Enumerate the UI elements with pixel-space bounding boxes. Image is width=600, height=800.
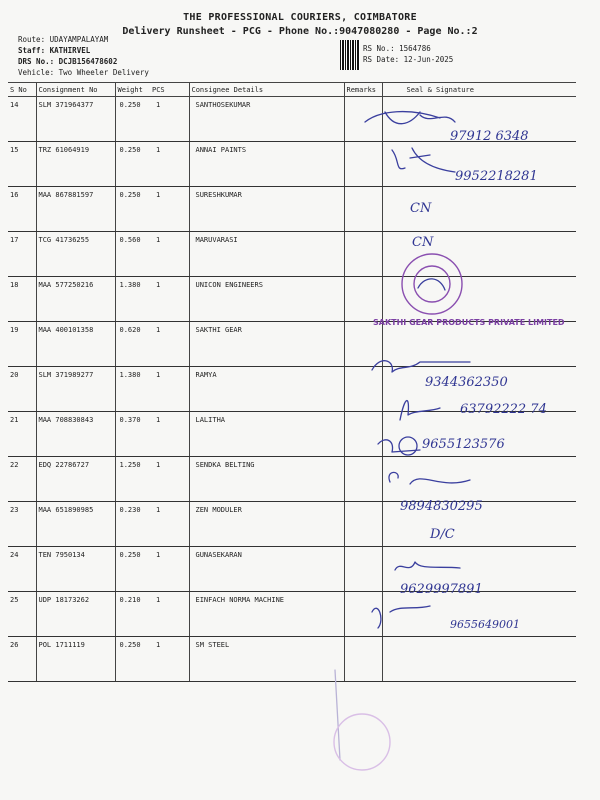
row-pcs: 1: [150, 322, 189, 367]
table-row: [8, 232, 576, 277]
row-consignee-name: GUNASEKARAN: [189, 547, 344, 592]
row-sno: 16: [8, 187, 36, 232]
row-remarks: [344, 277, 382, 322]
row-remarks: [344, 97, 382, 142]
row-consignee-name: EINFACH NORMA MACHINE: [189, 592, 344, 637]
row-remarks: [344, 232, 382, 277]
row-weight: 0.250: [115, 547, 150, 592]
row-pcs: 1: [150, 547, 189, 592]
row-consignment-no: UDP 18173262: [36, 592, 115, 637]
col-sno-header: S No: [8, 83, 36, 97]
row-sno: 14: [8, 97, 36, 142]
seal-19-text: SAKTHI GEAR PRODUCTS PRIVATE LIMITED: [373, 318, 565, 327]
runsheet-table: [8, 82, 576, 682]
row-consignee-name: LALITHA: [189, 412, 344, 457]
row-signature: [382, 322, 576, 367]
row-sno: 20: [8, 367, 36, 412]
col-consignment-header: Consignment No: [36, 83, 115, 97]
phone-23: 9894830295: [400, 499, 483, 514]
row-weight: 1.380: [115, 277, 150, 322]
row-sno: 25: [8, 592, 36, 637]
row-consignee-name: UNICON ENGINEERS: [189, 277, 344, 322]
row-signature: [382, 97, 576, 142]
row-pcs: 1: [150, 592, 189, 637]
row-consignment-no: MAA 708830843: [36, 412, 115, 457]
col-pcs-header: PCS: [150, 83, 189, 97]
rs-no-text: RS No.: 1564786: [363, 44, 431, 53]
table-row: [8, 277, 576, 322]
row-signature: [382, 367, 576, 412]
row-weight: 1.250: [115, 457, 150, 502]
row-pcs: 1: [150, 412, 189, 457]
staff-text: Staff: KATHIRVEL: [18, 46, 91, 55]
phone-25: 9629997891: [400, 582, 483, 597]
table-row: [8, 502, 576, 547]
row-consignment-no: TEN 7950134: [36, 547, 115, 592]
row-signature: [382, 592, 576, 637]
row-remarks: [344, 142, 382, 187]
row-consignee-name: SANTHOSEKUMAR: [189, 97, 344, 142]
row-pcs: 1: [150, 502, 189, 547]
row-consignee-name: SENDKA BELTING: [189, 457, 344, 502]
row-remarks: [344, 412, 382, 457]
vehicle-text: Vehicle: Two Wheeler Delivery: [18, 68, 149, 77]
table-row: [8, 97, 576, 142]
col-weight-header: Weight: [115, 83, 150, 97]
row-signature: [382, 412, 576, 457]
drs-text: DRS No.: DCJB156478602: [18, 57, 118, 66]
table-row: [8, 367, 576, 412]
row-consignment-no: MAA 651890985: [36, 502, 115, 547]
row-sno: 15: [8, 142, 36, 187]
row-remarks: [344, 367, 382, 412]
table-row: [8, 142, 576, 187]
row-remarks: [344, 187, 382, 232]
row-sno: 23: [8, 502, 36, 547]
runsheet-meta-right: [363, 43, 453, 65]
row-sno: 26: [8, 637, 36, 682]
row-consignment-no: TRZ 61064919: [36, 142, 115, 187]
row-remarks: [344, 547, 382, 592]
row-sno: 19: [8, 322, 36, 367]
runsheet-meta-left: [18, 34, 149, 78]
row-consignment-no: SLM 371964377: [36, 97, 115, 142]
col-remarks-header: Remarks: [344, 83, 382, 97]
runsheet-subtitle: Delivery Runsheet - PCG - Phone No.:9047080280 - Page No.:2: [122, 26, 478, 37]
row-weight: 1.380: [115, 367, 150, 412]
row-consignment-no: MAA 400101358: [36, 322, 115, 367]
row-remarks: [344, 457, 382, 502]
row-sno: 22: [8, 457, 36, 502]
row-signature: [382, 142, 576, 187]
row-pcs: 1: [150, 277, 189, 322]
row-consignment-no: EDQ 22786727: [36, 457, 115, 502]
phone-22: 9655123576: [422, 437, 505, 452]
phone-26: 9655649001: [450, 618, 520, 631]
row-pcs: 1: [150, 367, 189, 412]
stray-line: [335, 670, 340, 760]
row-consignee-name: MARUVARASI: [189, 232, 344, 277]
row-pcs: 1: [150, 187, 189, 232]
table-row: [8, 637, 576, 682]
col-signature-header: Seal & Signature: [382, 83, 576, 97]
row-weight: 0.250: [115, 97, 150, 142]
table-row: [8, 547, 576, 592]
row-sno: 21: [8, 412, 36, 457]
row-signature: [382, 547, 576, 592]
row-signature: [382, 187, 576, 232]
table-header-row: [8, 83, 576, 97]
table-row: [8, 592, 576, 637]
row-signature: [382, 637, 576, 682]
row-sno: 18: [8, 277, 36, 322]
row-pcs: 1: [150, 97, 189, 142]
row-consignment-no: TCG 41736255: [36, 232, 115, 277]
row-consignee-name: SURESHKUMAR: [189, 187, 344, 232]
faint-seal-bottom: [334, 714, 390, 770]
row-remarks: [344, 322, 382, 367]
row-consignment-no: MAA 867881597: [36, 187, 115, 232]
table-row: [8, 322, 576, 367]
row-remarks: [344, 637, 382, 682]
row-weight: 0.250: [115, 142, 150, 187]
row-weight: 0.560: [115, 232, 150, 277]
table-row: [8, 187, 576, 232]
row-weight: 0.250: [115, 637, 150, 682]
row-consignee-name: SAKTHI GEAR: [189, 322, 344, 367]
row-pcs: 1: [150, 637, 189, 682]
row-consignee-name: SM STEEL: [189, 637, 344, 682]
table-row: [8, 412, 576, 457]
row-pcs: 1: [150, 142, 189, 187]
barcode-image: [340, 40, 360, 70]
row-remarks: [344, 592, 382, 637]
row-consignment-no: MAA 577250216: [36, 277, 115, 322]
col-consignee-header: Consignee Details: [189, 83, 344, 97]
rs-date-text: RS Date: 12-Jun-2025: [363, 55, 454, 64]
row-consignment-no: POL 1711119: [36, 637, 115, 682]
phone-15: 9952218281: [455, 169, 538, 184]
row-consignee-name: ZEN MODULER: [189, 502, 344, 547]
company-title: THE PROFESSIONAL COURIERS, COIMBATORE: [183, 12, 417, 23]
row-weight: 0.230: [115, 502, 150, 547]
phone-21: 63792222 74: [460, 402, 547, 417]
row-sno: 17: [8, 232, 36, 277]
row-weight: 0.620: [115, 322, 150, 367]
row-weight: 0.370: [115, 412, 150, 457]
phone-20: 9344362350: [425, 375, 508, 390]
row-weight: 0.210: [115, 592, 150, 637]
note-24: D/C: [430, 527, 455, 542]
row-sno: 24: [8, 547, 36, 592]
phone-14: 97912 6348: [450, 129, 529, 144]
row-consignee-name: RAMYA: [189, 367, 344, 412]
row-signature: [382, 277, 576, 322]
note-17: CN: [412, 235, 434, 250]
note-16: CN: [410, 201, 432, 216]
row-consignee-name: ANNAI PAINTS: [189, 142, 344, 187]
row-consignment-no: SLM 371989277: [36, 367, 115, 412]
row-remarks: [344, 502, 382, 547]
row-signature: [382, 457, 576, 502]
table-row: [8, 457, 576, 502]
row-signature: [382, 502, 576, 547]
row-pcs: 1: [150, 457, 189, 502]
row-weight: 0.250: [115, 187, 150, 232]
row-pcs: 1: [150, 232, 189, 277]
route-text: Route: UDAYAMPALAYAM: [18, 35, 109, 44]
row-signature: [382, 232, 576, 277]
